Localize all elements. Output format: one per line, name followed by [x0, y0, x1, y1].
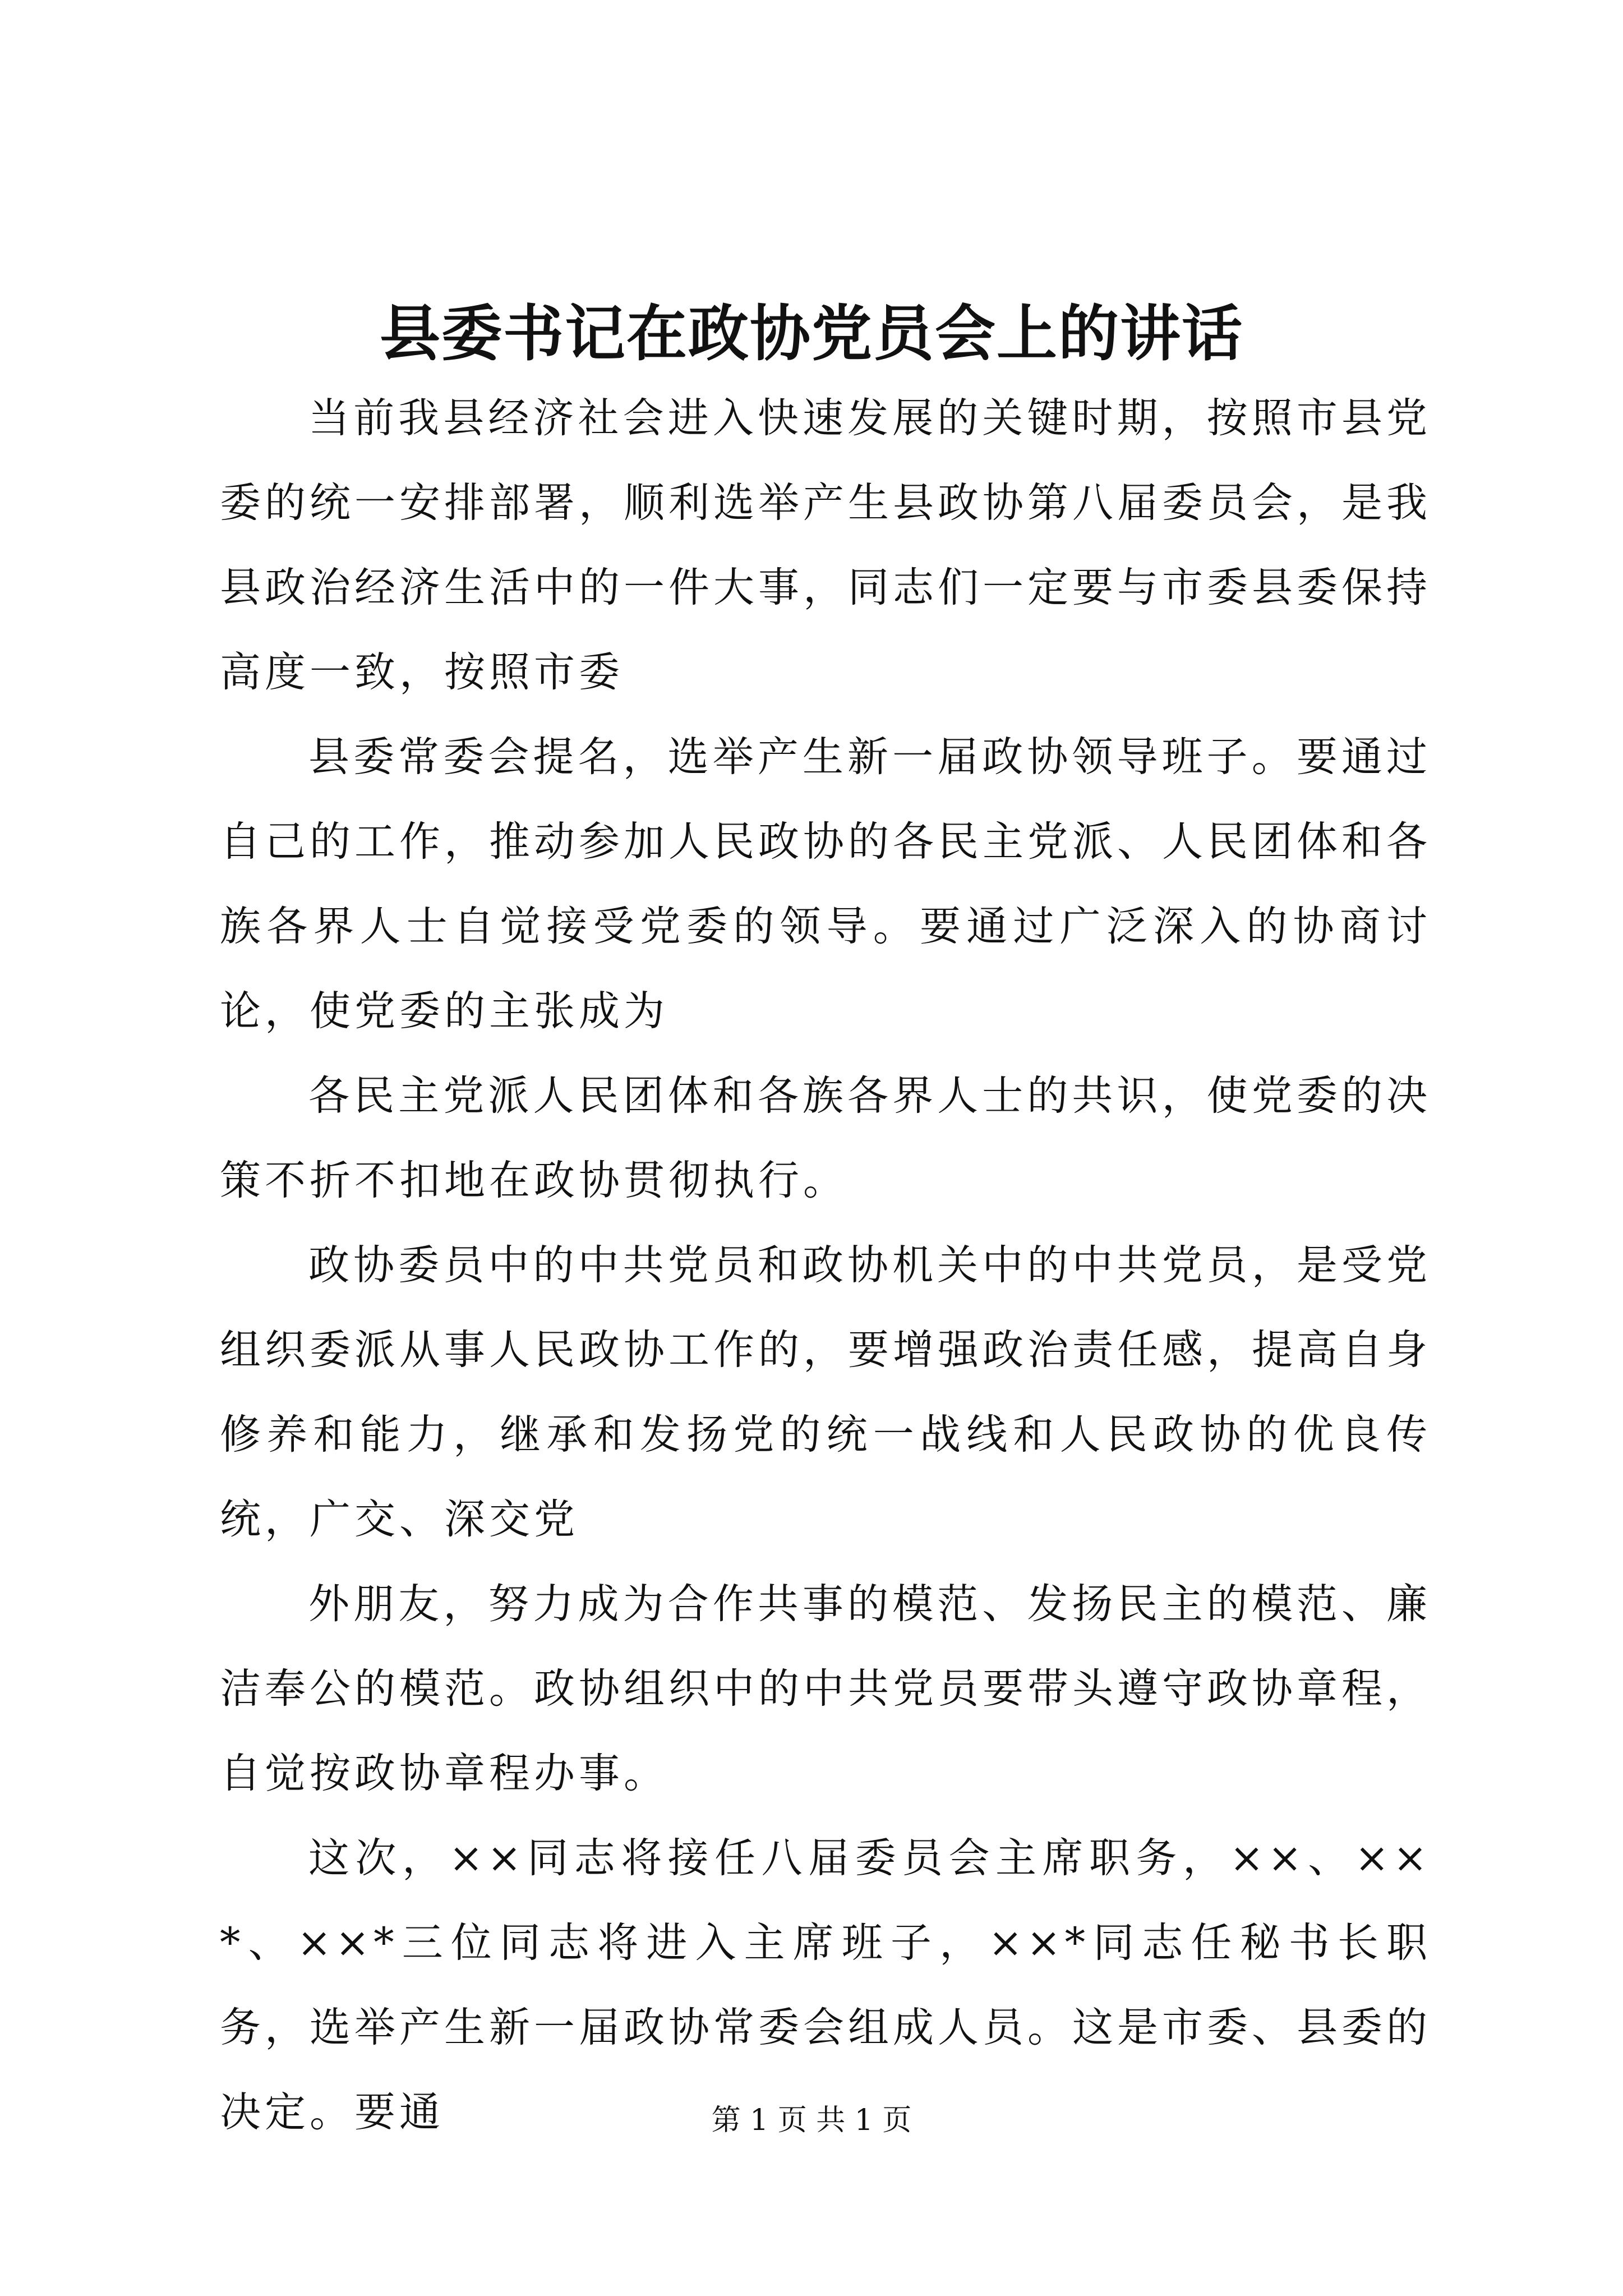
document-title: 县委书记在政协党员会上的讲话 [379, 298, 1243, 369]
page-footer: 第 1 页 共 1 页 [711, 2104, 912, 2137]
document-body [220, 376, 1431, 2155]
paragraph: 各民主党派人民团体和各族各界人士的共识，使党委的决策不折不扣地在政协贯彻执行。 [220, 1072, 1431, 1204]
paragraph: 当前我县经济社会进入快速发展的关键时期，按照市县党委的统一安排部署，顺利选举产生县政协第八届委员会，是我县政治经济生活中的一件大事，同志们一定要与市委县委保持高度一致，按照市委 [220, 394, 1431, 696]
paragraph: 县委常委会提名，选举产生新一届政协领导班子。要通过自己的工作，推动参加人民政协的各民主党派、人民团体和各族各界人士自觉接受党委的领导。要通过广泛深入的协商讨论，使党委的主张成为 [220, 733, 1431, 1035]
paragraph: 政协委员中的中共党员和政协机关中的中共党员，是受党组织委派从事人民政协工作的，要增强政治责任感，提高自身修养和能力，继承和发扬党的统一战线和人民政协的优良传统，广交、深交党 [220, 1241, 1431, 1543]
paragraph: 外朋友，努力成为合作共事的模范、发扬民主的模范、廉洁奉公的模范。政协组织中的中共党员要带头遵守政协章程，自觉按政协章程办事。 [220, 1580, 1431, 1797]
paragraph: 这次，××同志将接任八届委员会主席职务，××、××*、××*三位同志将进入主席班子，××*同志任秘书长职务，选举产生新一届政协常委会组成人员。这是市委、县委的决定。要通 [220, 1834, 1431, 2136]
